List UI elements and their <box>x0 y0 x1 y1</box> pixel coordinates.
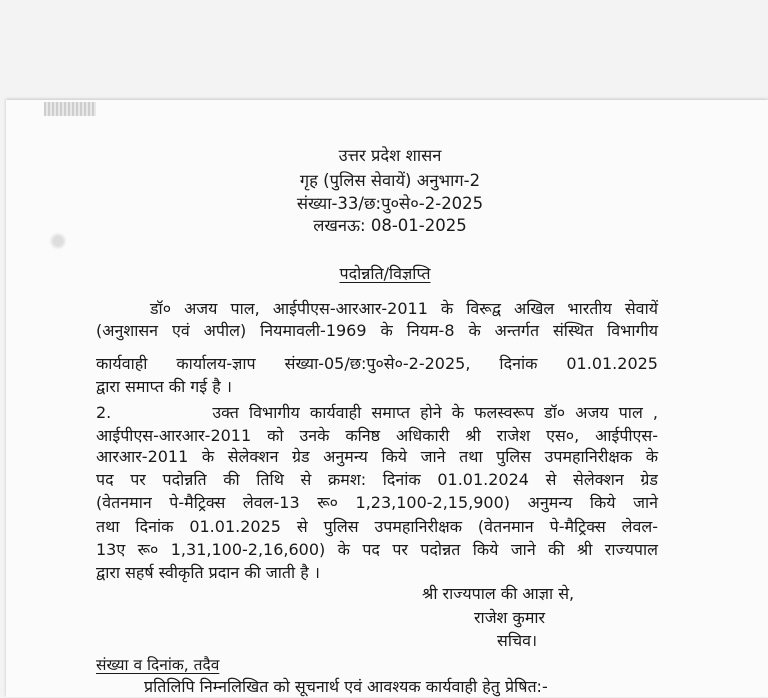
body-line: 13ए रू० 1,31,100-2,16,600) के पद पर पदोन्नत किये जाने की श्री राज्यपाल <box>96 540 658 559</box>
signature-authority: श्री राज्यपाल की आज्ञा से, <box>422 584 575 603</box>
body-line: आरआर-2011 के सेलेक्शन ग्रेड अनुमन्य किये जाने तथा पुलिस उपमहानिरीक्षक के <box>96 447 658 466</box>
header-government: उत्तर प्रदेश शासन <box>338 146 442 165</box>
header-reference-number: संख्या-33/छ:पु०से०-2-2025 <box>296 194 484 213</box>
header-place-date: लखनऊ: 08-01-2025 <box>313 216 467 235</box>
copy-line: प्रतिलिपि निम्नलिखित को सूचनार्थ एवं आवश्यक कार्यवाही हेतु प्रेषित:- <box>144 677 548 696</box>
signature-name: राजेश कुमार <box>474 608 546 627</box>
header-department: गृह (पुलिस सेवायें) अनुभाग-2 <box>299 171 481 190</box>
body-line: तथा दिनांक 01.01.2025 से पुलिस उपमहानिरीक्षक (वेतनमान पे-मैट्रिक्स लेवल- <box>96 517 658 536</box>
paper-speck <box>48 230 68 252</box>
body-line: डॉ० अजय पाल, आईपीएस-आरआर-2011 के विरूद्व अखिल भारतीय सेवायें <box>150 299 658 318</box>
signature-designation: सचिव। <box>497 631 538 650</box>
body-line: (अनुशासन एवं अपील) नियमावली-1969 के नियम-8 के अन्तर्गत संस्थित विभागीय <box>96 321 658 340</box>
body-line: कार्यवाही कार्यालय-ज्ञाप संख्या-05/छ:पु०से०-2-2025, दिनांक 01.01.2025 <box>96 354 658 373</box>
document-title: पदोन्नति/विज्ञप्ति <box>339 264 431 283</box>
body-line: आईपीएस-आरआर-2011 को उनके कनिष्ठ अधिकारी श्री राजेश एस०, आईपीएस- <box>96 426 658 445</box>
body-line: (वेतनमान पे-मैट्रिक्स लेवल-13 रू० 1,23,100-2,15,900) अनुमन्य किये जाने <box>96 493 658 512</box>
body-line: द्वारा समाप्त की गई है । <box>96 377 232 396</box>
body-line: द्वारा सहर्ष स्वीकृति प्रदान की जाती है । <box>96 563 320 582</box>
smudged-stamp <box>44 102 96 116</box>
reference-line: संख्या व दिनांक, तदैव <box>96 656 220 674</box>
body-line: पद पर पदोन्नति की तिथि से क्रमश: दिनांक 01.01.2024 से सेलेक्शन ग्रेड <box>96 470 658 489</box>
body-line: 2. उक्त विभागीय कार्यवाही समाप्त होने के फलस्वरूप डॉ० अजय पाल , <box>96 403 658 422</box>
